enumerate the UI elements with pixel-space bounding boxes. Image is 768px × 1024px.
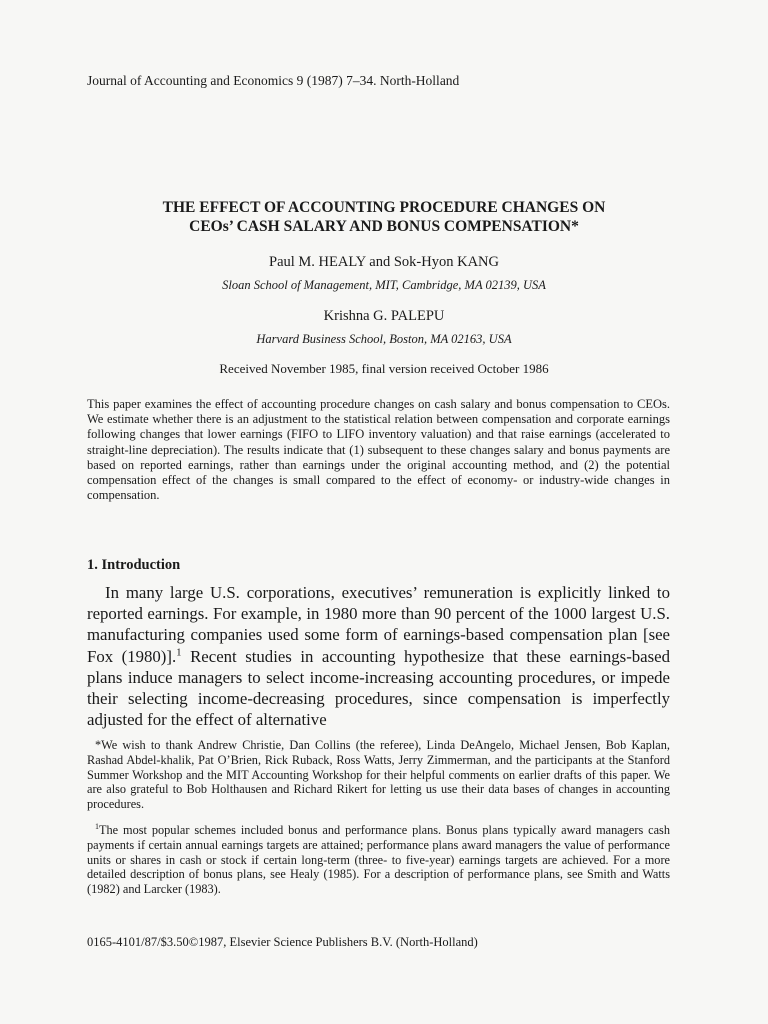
introduction-paragraph bbox=[87, 582, 670, 730]
footnote-1 bbox=[87, 823, 670, 897]
footnote-1-marker: 1 bbox=[95, 821, 99, 831]
article-title bbox=[0, 198, 768, 236]
footnote-1-text: The most popular schemes included bonus and performance plans. Bonus plans typically award managers cash payments if certain annual earnings targets are attained; performance plans award managers the value of performance units or shares in cash or stock if certain long-term (three- to five-year) earnings targets are achieved. For a more detailed description of bonus plans, see Healy (1985). For a description of performance plans, see Smith and Watts (1982) and Larcker (1983). bbox=[87, 823, 670, 897]
author-affiliation-1: Sloan School of Management, MIT, Cambridge, MA 02139, USA bbox=[222, 278, 546, 292]
section-heading: 1. Introduction bbox=[87, 557, 181, 573]
author-names-1: Paul M. HEALY and Sok-Hyon KANG bbox=[269, 254, 499, 270]
journal-citation: Journal of Accounting and Economics 9 (1987) 7–34. North-Holland bbox=[87, 73, 460, 88]
abstract: This paper examines the effect of accounting procedure changes on cash salary and bonus compensation to CEOs. We estimate whether there is an adjustment to the statistical relation between compensation and corporate earnings following changes that lower earnings (FIFO to LIFO inventory valuation) and that raise earnings (accelerated to straight-line depreciation). The results indicate that (1) subsequent to these changes salary and bonus payments are based on reported earnings, rather than earnings under the original accounting method, and (2) the potential compensation effect of the changes is small compared to the effect of economy- or industry-wide changes in compensation. bbox=[87, 397, 670, 503]
author-names-2: Krishna G. PALEPU bbox=[323, 308, 445, 324]
publisher-imprint: 0165-4101/87/$3.50©1987, Elsevier Science Publishers B.V. (North-Holland) bbox=[87, 935, 478, 949]
article-title-line-1: THE EFFECT OF ACCOUNTING PROCEDURE CHANGES ON bbox=[162, 199, 606, 216]
acknowledgment-footnote: *We wish to thank Andrew Christie, Dan Collins (the referee), Linda DeAngelo, Michael Jensen, Bob Kaplan, Rashad Abdel-khalik, Pat O’Brien, Rick Ruback, Ross Watts, Jerry Zimmerman, and the participants at the Stanford Summer Workshop and the MIT Accounting Workshop for their helpful comments on earlier drafts of this paper. We are also grateful to Bob Holthausen and Richard Rikert for letting us use their data bases of changes in accounting procedures. bbox=[87, 738, 670, 812]
paragraph-text-part-2: Recent studies in accounting hypothesize that these earnings-based plans induce managers to select income-increasing accounting procedures, or impede their selecting income-decreasing procedures, since compensation is imperfectly adjusted for the effect of alternative bbox=[87, 646, 670, 730]
paragraph-text-part-1: In many large U.S. corporations, executives’ remuneration is explicitly linked to reported earnings. For example, in 1980 more than 90 percent of the 1000 largest U.S. manufacturing companies used some form of earnings-based compensation plan [see Fox (1980)]. bbox=[87, 583, 670, 666]
footnote-reference-1[interactable]: 1 bbox=[176, 646, 182, 659]
author-affiliation-2: Harvard Business School, Boston, MA 02163, USA bbox=[256, 332, 512, 346]
article-title-line-2: CEOs’ CASH SALARY AND BONUS COMPENSATION* bbox=[189, 218, 579, 235]
received-dates: Received November 1985, final version received October 1986 bbox=[219, 361, 549, 376]
